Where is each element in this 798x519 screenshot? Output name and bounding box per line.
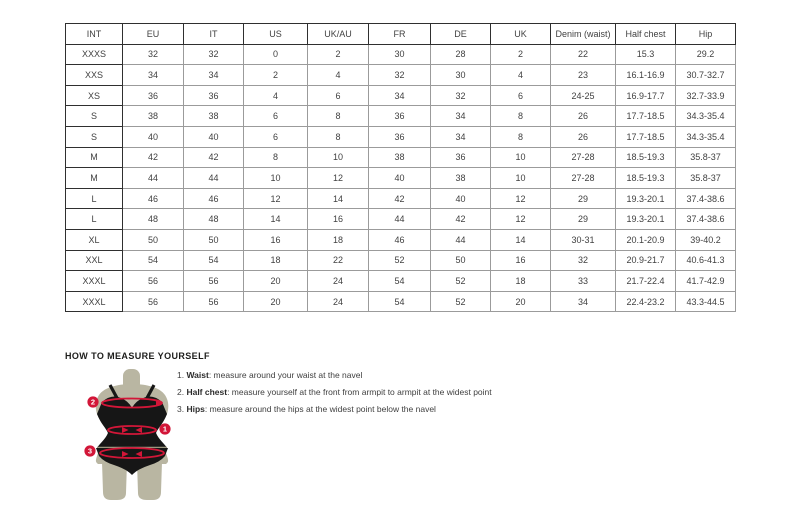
svg-text:3: 3: [87, 446, 93, 456]
size-value-cell: 44: [431, 229, 491, 250]
size-label-cell: M: [66, 168, 123, 189]
size-value-cell: 8: [308, 106, 369, 127]
size-value-cell: 20.1-20.9: [616, 229, 676, 250]
size-value-cell: 20: [244, 291, 308, 312]
size-value-cell: 34.3-35.4: [676, 126, 736, 147]
size-chart-table: [65, 23, 736, 312]
size-value-cell: 2: [244, 65, 308, 86]
size-value-cell: 18: [491, 271, 551, 292]
size-value-cell: 54: [184, 250, 244, 271]
size-value-cell: 46: [123, 188, 184, 209]
table-row: [66, 106, 736, 127]
size-value-cell: 22: [308, 250, 369, 271]
size-value-cell: 34: [123, 65, 184, 86]
size-value-cell: 32: [123, 44, 184, 65]
size-value-cell: 6: [308, 85, 369, 106]
table-row: [66, 209, 736, 230]
table-row: [66, 188, 736, 209]
size-value-cell: 42: [369, 188, 431, 209]
size-value-cell: 48: [123, 209, 184, 230]
size-value-cell: 2: [308, 44, 369, 65]
table-row: [66, 126, 736, 147]
table-row: [66, 44, 736, 65]
size-value-cell: 40: [369, 168, 431, 189]
step-text: : measure yourself at the front from armpit to armpit at the widest point: [227, 386, 492, 397]
size-value-cell: 12: [308, 168, 369, 189]
column-header: UK/AU: [308, 24, 369, 45]
size-value-cell: 30-31: [551, 229, 616, 250]
size-value-cell: 26: [551, 126, 616, 147]
size-value-cell: 12: [491, 188, 551, 209]
size-label-cell: S: [66, 106, 123, 127]
size-value-cell: 27-28: [551, 168, 616, 189]
size-value-cell: 24: [308, 271, 369, 292]
size-value-cell: 16: [491, 250, 551, 271]
size-value-cell: 34: [184, 65, 244, 86]
size-value-cell: 4: [308, 65, 369, 86]
column-header: DE: [431, 24, 491, 45]
how-to-measure-section: [65, 346, 725, 456]
size-value-cell: 43.3-44.5: [676, 291, 736, 312]
size-value-cell: 4: [491, 65, 551, 86]
size-label-cell: S: [66, 126, 123, 147]
size-value-cell: 50: [431, 250, 491, 271]
column-header: Denim (waist): [551, 24, 616, 45]
size-value-cell: 21.7-22.4: [616, 271, 676, 292]
size-value-cell: 54: [369, 291, 431, 312]
size-value-cell: 38: [123, 106, 184, 127]
size-value-cell: 40: [431, 188, 491, 209]
size-value-cell: 36: [369, 106, 431, 127]
size-value-cell: 10: [491, 168, 551, 189]
table-row: [66, 229, 736, 250]
column-header: UK: [491, 24, 551, 45]
size-value-cell: 46: [184, 188, 244, 209]
step-text: : measure around your waist at the navel: [208, 370, 363, 380]
size-value-cell: 26: [551, 106, 616, 127]
size-value-cell: 22: [551, 44, 616, 65]
size-value-cell: 56: [184, 271, 244, 292]
size-value-cell: 6: [491, 85, 551, 106]
size-value-cell: 30: [369, 44, 431, 65]
size-value-cell: 56: [123, 291, 184, 312]
size-value-cell: 34.3-35.4: [676, 106, 736, 127]
size-chart-header: [66, 24, 736, 45]
measure-step: [177, 405, 697, 414]
size-value-cell: 52: [431, 291, 491, 312]
size-value-cell: 48: [184, 209, 244, 230]
size-value-cell: 14: [491, 229, 551, 250]
size-value-cell: 38: [431, 168, 491, 189]
size-value-cell: 10: [308, 147, 369, 168]
size-value-cell: 20.9-21.7: [616, 250, 676, 271]
table-row: [66, 65, 736, 86]
section-title: HOW TO MEASURE YOURSELF: [65, 351, 210, 361]
svg-text:1: 1: [162, 424, 168, 434]
size-value-cell: 29: [551, 188, 616, 209]
size-value-cell: 52: [369, 250, 431, 271]
size-value-cell: 56: [123, 271, 184, 292]
size-value-cell: 20: [244, 271, 308, 292]
step-label: Half chest: [186, 386, 228, 397]
size-value-cell: 0: [244, 44, 308, 65]
size-value-cell: 23: [551, 65, 616, 86]
size-label-cell: XXXL: [66, 271, 123, 292]
waist-badge: [159, 423, 170, 434]
size-label-cell: XXXL: [66, 291, 123, 312]
size-value-cell: 18: [244, 250, 308, 271]
size-value-cell: 30.7-32.7: [676, 65, 736, 86]
size-value-cell: 28: [431, 44, 491, 65]
size-value-cell: 32: [369, 65, 431, 86]
size-value-cell: 34: [431, 126, 491, 147]
size-value-cell: 2: [491, 44, 551, 65]
size-value-cell: 42: [123, 147, 184, 168]
size-value-cell: 41.7-42.9: [676, 271, 736, 292]
size-value-cell: 8: [491, 126, 551, 147]
size-value-cell: 12: [244, 188, 308, 209]
size-value-cell: 17.7-18.5: [616, 126, 676, 147]
size-value-cell: 8: [244, 147, 308, 168]
size-value-cell: 37.4-38.6: [676, 209, 736, 230]
step-text: : measure around the hips at the widest point below the navel: [204, 403, 436, 414]
size-value-cell: 18: [308, 229, 369, 250]
size-label-cell: XXXS: [66, 44, 123, 65]
size-value-cell: 34: [551, 291, 616, 312]
size-value-cell: 16.9-17.7: [616, 85, 676, 106]
size-value-cell: 38: [369, 147, 431, 168]
size-value-cell: 32: [184, 44, 244, 65]
size-value-cell: 33: [551, 271, 616, 292]
size-label-cell: XL: [66, 229, 123, 250]
size-chart-body: [66, 44, 736, 312]
size-value-cell: 30: [431, 65, 491, 86]
size-value-cell: 50: [184, 229, 244, 250]
size-value-cell: 32: [551, 250, 616, 271]
measurement-figure-illustration: [80, 366, 192, 508]
size-value-cell: 44: [369, 209, 431, 230]
size-value-cell: 42: [184, 147, 244, 168]
half-chest-badge: [87, 396, 98, 407]
mannequin-figure-icon: [80, 366, 192, 508]
size-value-cell: 38: [184, 106, 244, 127]
size-value-cell: 20: [491, 291, 551, 312]
size-value-cell: 56: [184, 291, 244, 312]
table-row: [66, 85, 736, 106]
size-value-cell: 42: [431, 209, 491, 230]
svg-text:2: 2: [90, 397, 96, 407]
size-value-cell: 39-40.2: [676, 229, 736, 250]
size-value-cell: 8: [491, 106, 551, 127]
size-value-cell: 54: [369, 271, 431, 292]
size-value-cell: 35.8-37: [676, 168, 736, 189]
size-value-cell: 24: [308, 291, 369, 312]
table-row: [66, 271, 736, 292]
size-value-cell: 10: [491, 147, 551, 168]
size-value-cell: 6: [244, 106, 308, 127]
step-label: Waist: [186, 370, 209, 380]
size-value-cell: 6: [244, 126, 308, 147]
size-label-cell: XXS: [66, 65, 123, 86]
size-value-cell: 34: [369, 85, 431, 106]
size-label-cell: M: [66, 147, 123, 168]
size-label-cell: XS: [66, 85, 123, 106]
size-value-cell: 16: [244, 229, 308, 250]
size-value-cell: 29.2: [676, 44, 736, 65]
size-value-cell: 44: [184, 168, 244, 189]
size-label-cell: L: [66, 209, 123, 230]
size-value-cell: 16.1-16.9: [616, 65, 676, 86]
size-value-cell: 46: [369, 229, 431, 250]
step-number: 3.: [177, 403, 187, 414]
size-value-cell: 29: [551, 209, 616, 230]
measure-steps: [177, 371, 697, 422]
size-value-cell: 40: [123, 126, 184, 147]
size-value-cell: 15.3: [616, 44, 676, 65]
size-value-cell: 32: [431, 85, 491, 106]
size-value-cell: 18.5-19.3: [616, 168, 676, 189]
size-value-cell: 36: [123, 85, 184, 106]
column-header: EU: [123, 24, 184, 45]
column-header: INT: [66, 24, 123, 45]
size-value-cell: 40: [184, 126, 244, 147]
size-label-cell: L: [66, 188, 123, 209]
size-value-cell: 8: [308, 126, 369, 147]
table-row: [66, 250, 736, 271]
table-row: [66, 291, 736, 312]
column-header: Half chest: [616, 24, 676, 45]
size-value-cell: 27-28: [551, 147, 616, 168]
size-value-cell: 22.4-23.2: [616, 291, 676, 312]
size-label-cell: XXL: [66, 250, 123, 271]
size-value-cell: 14: [244, 209, 308, 230]
size-value-cell: 18.5-19.3: [616, 147, 676, 168]
size-value-cell: 52: [431, 271, 491, 292]
size-value-cell: 36: [184, 85, 244, 106]
size-value-cell: 4: [244, 85, 308, 106]
measure-step: [177, 388, 697, 397]
step-number: 1.: [177, 370, 187, 380]
column-header: Hip: [676, 24, 736, 45]
size-value-cell: 54: [123, 250, 184, 271]
size-value-cell: 10: [244, 168, 308, 189]
header-row: [66, 24, 736, 45]
size-value-cell: 37.4-38.6: [676, 188, 736, 209]
size-value-cell: 36: [369, 126, 431, 147]
size-value-cell: 44: [123, 168, 184, 189]
measure-step: [177, 371, 697, 380]
hips-badge: [84, 445, 95, 456]
table-row: [66, 147, 736, 168]
size-value-cell: 16: [308, 209, 369, 230]
size-value-cell: 40.6-41.3: [676, 250, 736, 271]
size-value-cell: 34: [431, 106, 491, 127]
step-label: Hips: [186, 403, 205, 414]
column-header: FR: [369, 24, 431, 45]
size-value-cell: 19.3-20.1: [616, 188, 676, 209]
size-value-cell: 32.7-33.9: [676, 85, 736, 106]
size-value-cell: 50: [123, 229, 184, 250]
column-header: IT: [184, 24, 244, 45]
size-value-cell: 36: [431, 147, 491, 168]
size-value-cell: 12: [491, 209, 551, 230]
size-value-cell: 19.3-20.1: [616, 209, 676, 230]
size-value-cell: 14: [308, 188, 369, 209]
column-header: US: [244, 24, 308, 45]
step-number: 2.: [177, 386, 187, 397]
size-value-cell: 35.8-37: [676, 147, 736, 168]
size-value-cell: 17.7-18.5: [616, 106, 676, 127]
size-value-cell: 24-25: [551, 85, 616, 106]
table-row: [66, 168, 736, 189]
